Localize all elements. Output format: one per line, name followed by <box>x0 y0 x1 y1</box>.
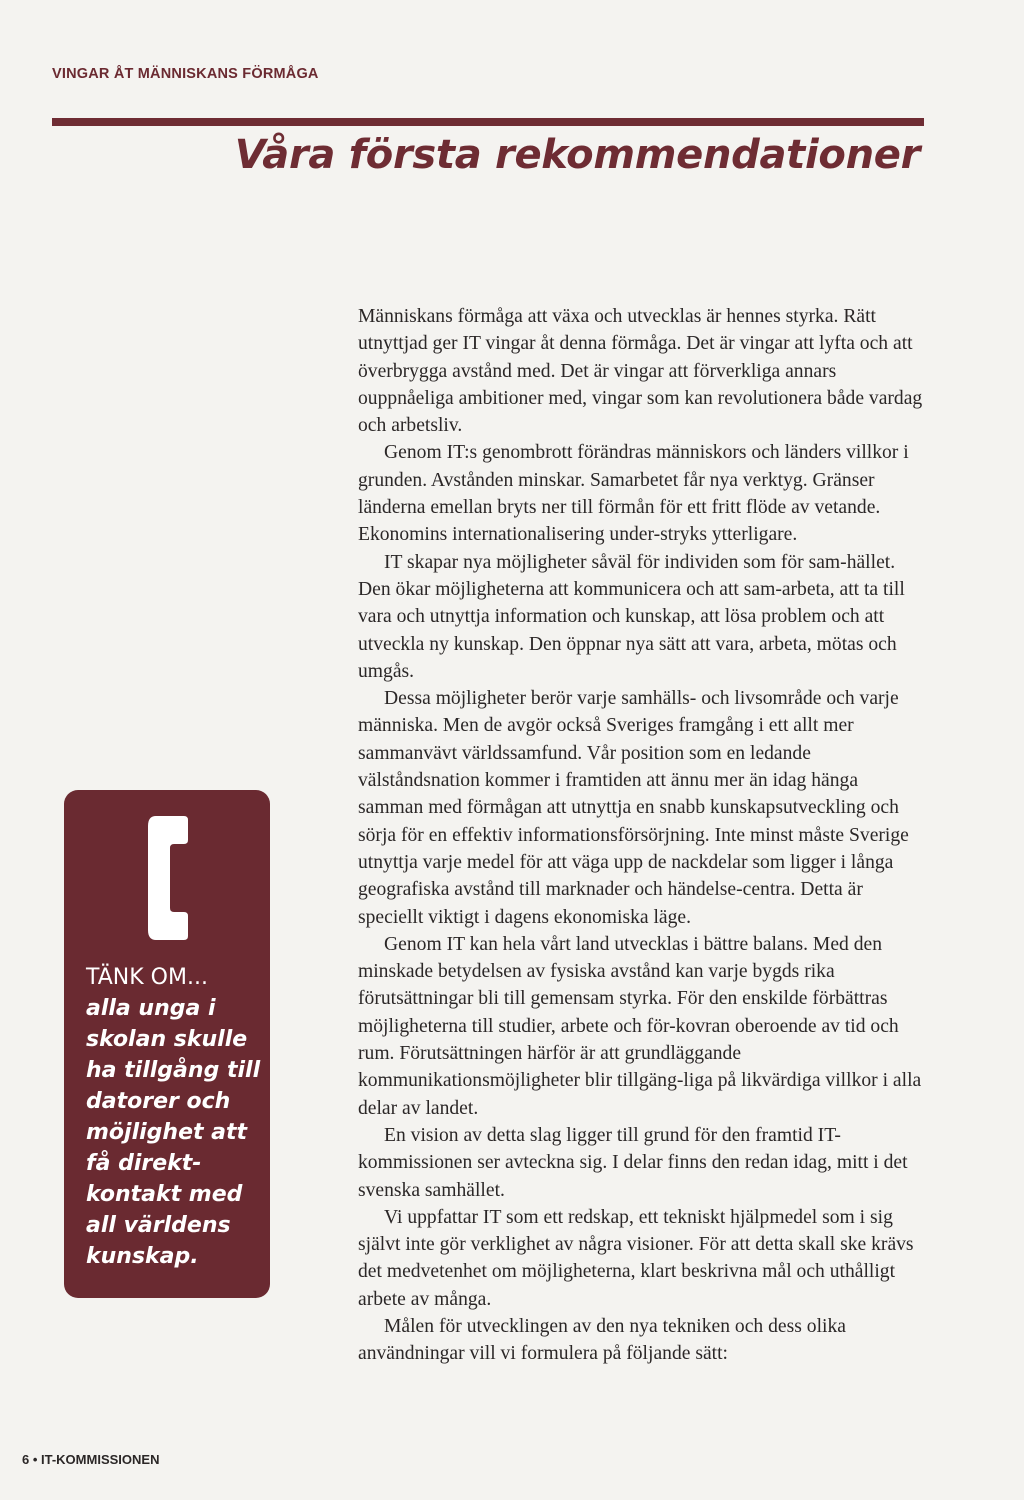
body-text <box>358 303 924 1368</box>
callout-text <box>86 962 266 1272</box>
callout-line: all världens <box>86 1213 231 1238</box>
callout-lead: TÄNK OM... <box>86 965 208 990</box>
paragraph: En vision av detta slag ligger till grund för den framtid IT-kommissionen ser avteckna sig. I delar finns den redan idag, mitt i det svenska samhället. <box>358 1124 908 1201</box>
paragraph: Genom IT kan hela vårt land utvecklas i bättre balans. Med den minskade betydelsen av fysiska avstånd kan varje bygds rika förutsättningar bli till gemensam styrka. För den enskilde förbättras möjligheterna till studier, arbete och för-kovran oberoende av tid och rum. Förutsättningen härför är att grundläggande kommunikationsmöjligheter blir tillgäng-liga på likvärdiga villkor i alla delar av landet. <box>358 933 922 1119</box>
paragraph: IT skapar nya möjligheter såväl för individen som för sam-hället. Den ökar möjligheterna att kommunicera och att sam-arbeta, att ta till vara och utnyttja information och kunskap, att lösa problem och att utveckla ny kunskap. Den öppnar nya sätt att vara, arbeta, mötas och umgås. <box>358 551 905 682</box>
page-footer: 6 • IT-KOMMISSIONEN <box>22 1452 160 1467</box>
paragraph: Vi uppfattar IT som ett redskap, ett tekniskt hjälpmedel som i sig självt inte gör verklighet av några visioner. För att detta skall ske krävs det medvetenhet om möjligheterna, klart beskrivna mål och uthålligt arbete av många. <box>358 1206 914 1310</box>
phone-handset-icon <box>144 812 190 944</box>
callout-line: kunskap. <box>86 1244 199 1269</box>
header-rule <box>52 118 924 126</box>
paragraph: Dessa möjligheter berör varje samhälls- och livsområde och varje människa. Men de avgör också Sveriges framgång i ett allt mer sammanvävt världssamfund. Vår position som en ledande välståndsnation kommer i framtiden att ännu mer än idag hänga samman med förmågan att utnyttja en snabb kunskapsutveckling och sörja för en effektiv informationsförsörjning. Inte minst måste Sverige utnyttja varje medel för att väga upp de nackdelar som ligger i långa geografiska avstånd till marknader och händelse-centra. Detta är speciellt viktigt i dagens ekonomiska läge. <box>358 688 909 928</box>
paragraph: Genom IT:s genombrott förändras människors och länders villkor i grunden. Avstånden minskar. Samarbetet får nya verktyg. Gränser länderna emellan bryts ner till förmån för ett fritt flöde av vetande. Ekonomins internationalisering under-stryks ytterligare. <box>358 442 909 546</box>
paragraph: Målen för utvecklingen av den nya tekniken och dess olika användningar vill vi formulera på följande sätt: <box>358 1315 846 1365</box>
callout-line: skolan skulle <box>86 1027 248 1052</box>
callout-line: datorer och <box>86 1089 231 1114</box>
callout-line: kontakt med <box>86 1182 243 1207</box>
callout-line: få direkt- <box>86 1151 202 1176</box>
callout-line: alla unga i <box>86 996 216 1021</box>
callout-line: möjlighet att <box>86 1120 248 1145</box>
callout-box <box>64 790 270 1298</box>
page-title: Våra första rekommendationer <box>234 132 920 178</box>
running-header: VINGAR ÅT MÄNNISKANS FÖRMÅGA <box>52 66 319 82</box>
paragraph: Människans förmåga att växa och utvecklas är hennes styrka. Rätt utnyttjad ger IT vingar åt denna förmåga. Det är vingar att lyfta och att överbrygga avstånd med. Det är vingar att förverkliga annars ouppnåeliga ambitioner med, vingar som kan revolutionera både vardag och arbetsliv. <box>358 306 923 437</box>
callout-line: ha tillgång till <box>86 1058 261 1083</box>
